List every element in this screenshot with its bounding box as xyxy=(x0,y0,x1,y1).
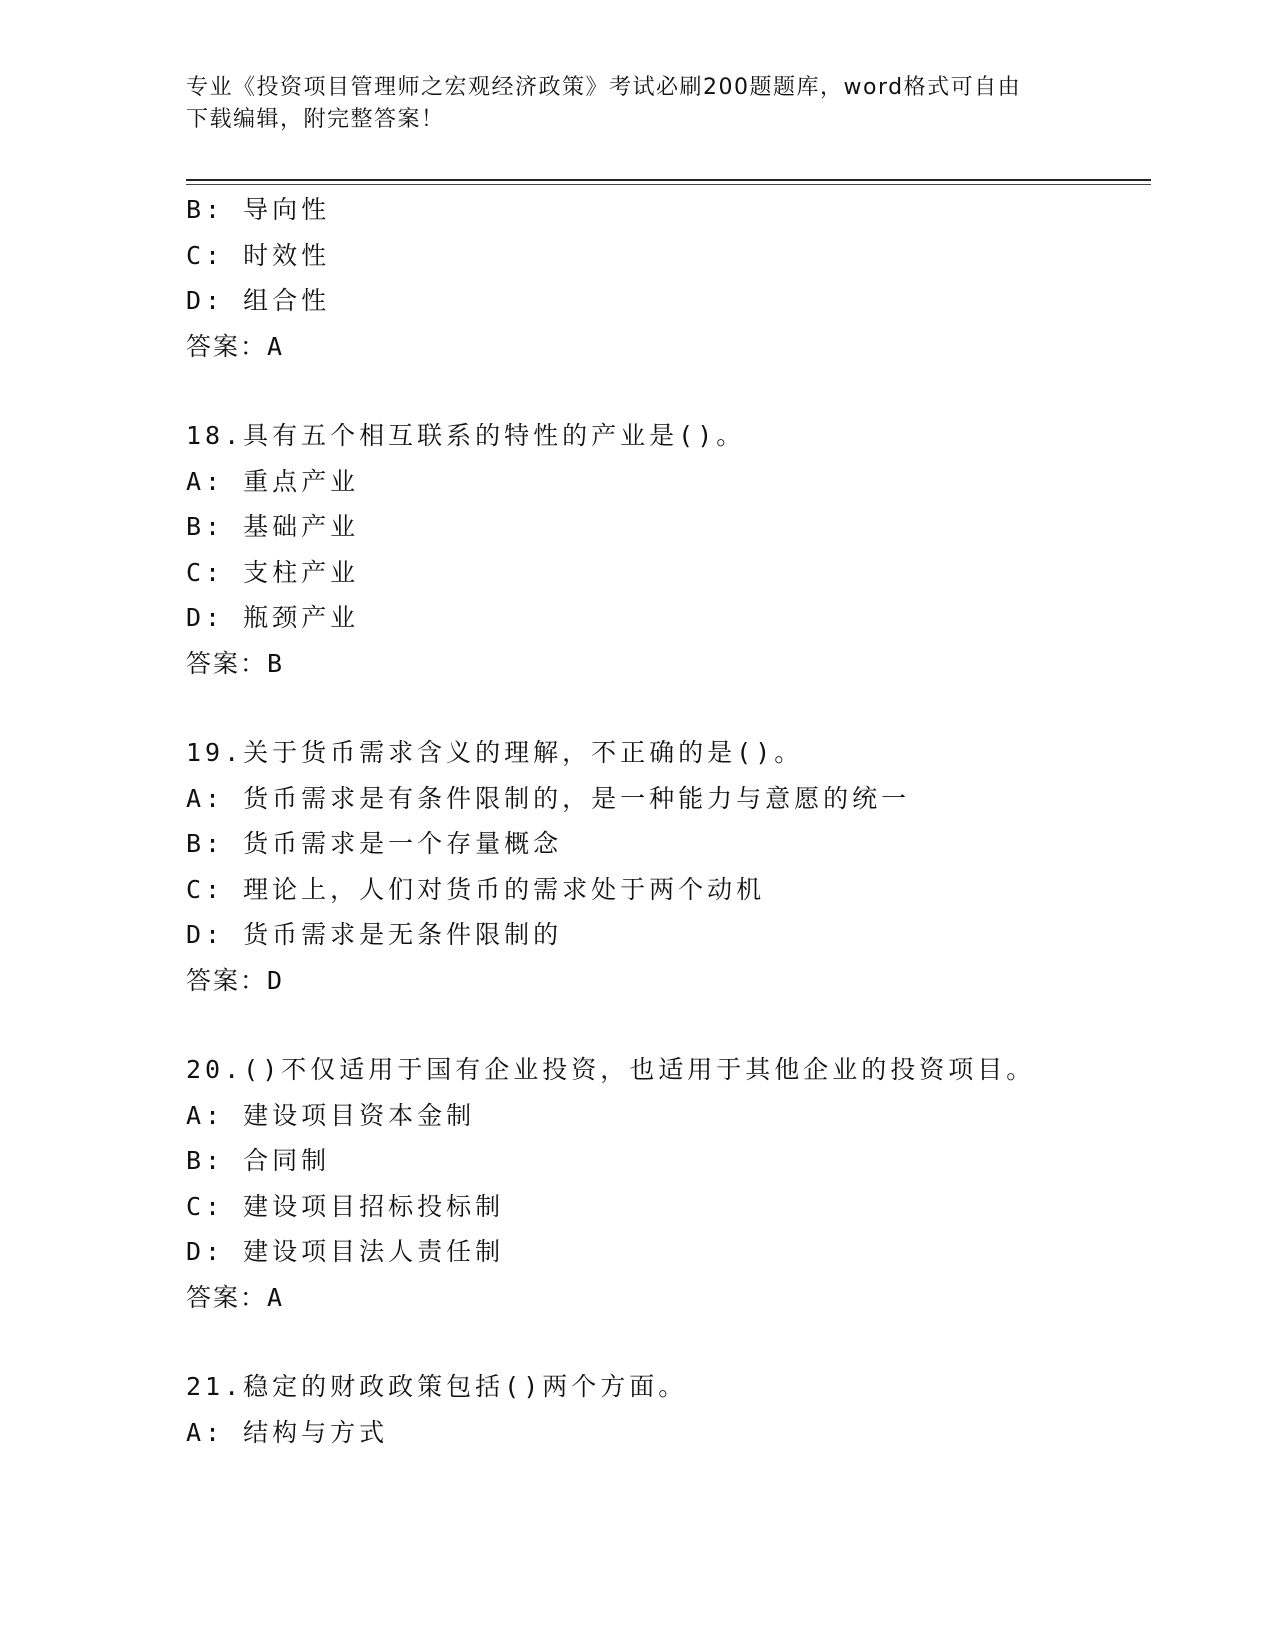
option-text: 结构与方式 xyxy=(243,1417,389,1447)
header-line-1: 专业《投资项目管理师之宏观经济政策》考试必刷200题题库，word格式可自由 xyxy=(186,75,1022,100)
option-d xyxy=(186,1229,1151,1275)
question-21 xyxy=(186,1364,1151,1455)
question-20 xyxy=(186,1047,1151,1320)
question-17-continued xyxy=(186,187,1151,369)
answer-value: A xyxy=(267,331,285,361)
header-line-2: 下载编辑，附完整答案！ xyxy=(186,107,445,132)
option-label: B: xyxy=(186,1146,244,1175)
header-divider-thin xyxy=(186,184,1151,185)
answer-line xyxy=(186,1275,1151,1321)
option-label: D: xyxy=(186,920,244,949)
option-text: 支柱产业 xyxy=(243,557,360,587)
option-text: 重点产业 xyxy=(243,466,360,496)
option-label: B: xyxy=(186,829,244,858)
option-label: C: xyxy=(186,557,244,587)
option-label: A: xyxy=(186,1417,244,1447)
option-d xyxy=(186,595,1151,641)
option-c xyxy=(186,233,1151,279)
answer-label: 答案： xyxy=(186,648,268,678)
option-label: D: xyxy=(186,1237,244,1266)
option-label: C: xyxy=(186,240,244,270)
option-text: 合同制 xyxy=(243,1146,331,1175)
option-d xyxy=(186,278,1151,324)
option-label: C: xyxy=(186,1191,244,1221)
question-19 xyxy=(186,730,1151,1003)
option-text: 瓶颈产业 xyxy=(243,603,360,632)
answer-label: 答案： xyxy=(186,331,268,361)
answer-value: B xyxy=(267,648,285,678)
option-c xyxy=(186,867,1151,913)
answer-label: 答案： xyxy=(186,965,268,995)
option-label: A: xyxy=(186,466,244,496)
option-text: 理论上，人们对货币的需求处于两个动机 xyxy=(243,874,766,904)
option-label: B: xyxy=(186,512,244,541)
header-divider-thick xyxy=(186,179,1151,181)
option-b xyxy=(186,1138,1151,1184)
option-label: A: xyxy=(186,783,244,813)
option-a xyxy=(186,459,1151,505)
option-label: C: xyxy=(186,874,244,904)
option-text: 时效性 xyxy=(243,240,331,270)
option-label: A: xyxy=(186,1100,244,1130)
question-stem: 20.()不仅适用于国有企业投资，也适用于其他企业的投资项目。 xyxy=(186,1055,1036,1084)
option-b xyxy=(186,504,1151,550)
option-text: 货币需求是一个存量概念 xyxy=(243,829,563,858)
question-stem: 18.具有五个相互联系的特性的产业是()。 xyxy=(186,421,746,450)
document-header xyxy=(186,72,1066,136)
option-c xyxy=(186,550,1151,596)
option-a xyxy=(186,1093,1151,1139)
option-a xyxy=(186,1410,1151,1456)
question-list xyxy=(186,187,1151,1455)
option-label: B: xyxy=(186,195,244,224)
option-text: 建设项目招标投标制 xyxy=(243,1191,505,1221)
answer-value: A xyxy=(267,1282,285,1312)
option-d xyxy=(186,912,1151,958)
option-b xyxy=(186,187,1151,233)
option-label: D: xyxy=(186,286,244,315)
answer-line xyxy=(186,958,1151,1004)
answer-line xyxy=(186,324,1151,370)
question-18 xyxy=(186,413,1151,686)
option-text: 建设项目法人责任制 xyxy=(243,1237,505,1266)
question-stem: 19.关于货币需求含义的理解，不正确的是()。 xyxy=(186,738,804,767)
option-b xyxy=(186,821,1151,867)
question-stem: 21.稳定的财政政策包括()两个方面。 xyxy=(186,1372,688,1401)
option-text: 货币需求是无条件限制的 xyxy=(243,920,563,949)
option-text: 组合性 xyxy=(243,286,331,315)
option-a xyxy=(186,776,1151,822)
answer-line xyxy=(186,641,1151,687)
option-text: 基础产业 xyxy=(243,512,360,541)
answer-label: 答案： xyxy=(186,1282,268,1312)
option-label: D: xyxy=(186,603,244,632)
option-text: 建设项目资本金制 xyxy=(243,1100,476,1130)
option-c xyxy=(186,1184,1151,1230)
option-text: 导向性 xyxy=(243,195,331,224)
option-text: 货币需求是有条件限制的，是一种能力与意愿的统一 xyxy=(243,783,911,813)
answer-value: D xyxy=(267,965,285,995)
